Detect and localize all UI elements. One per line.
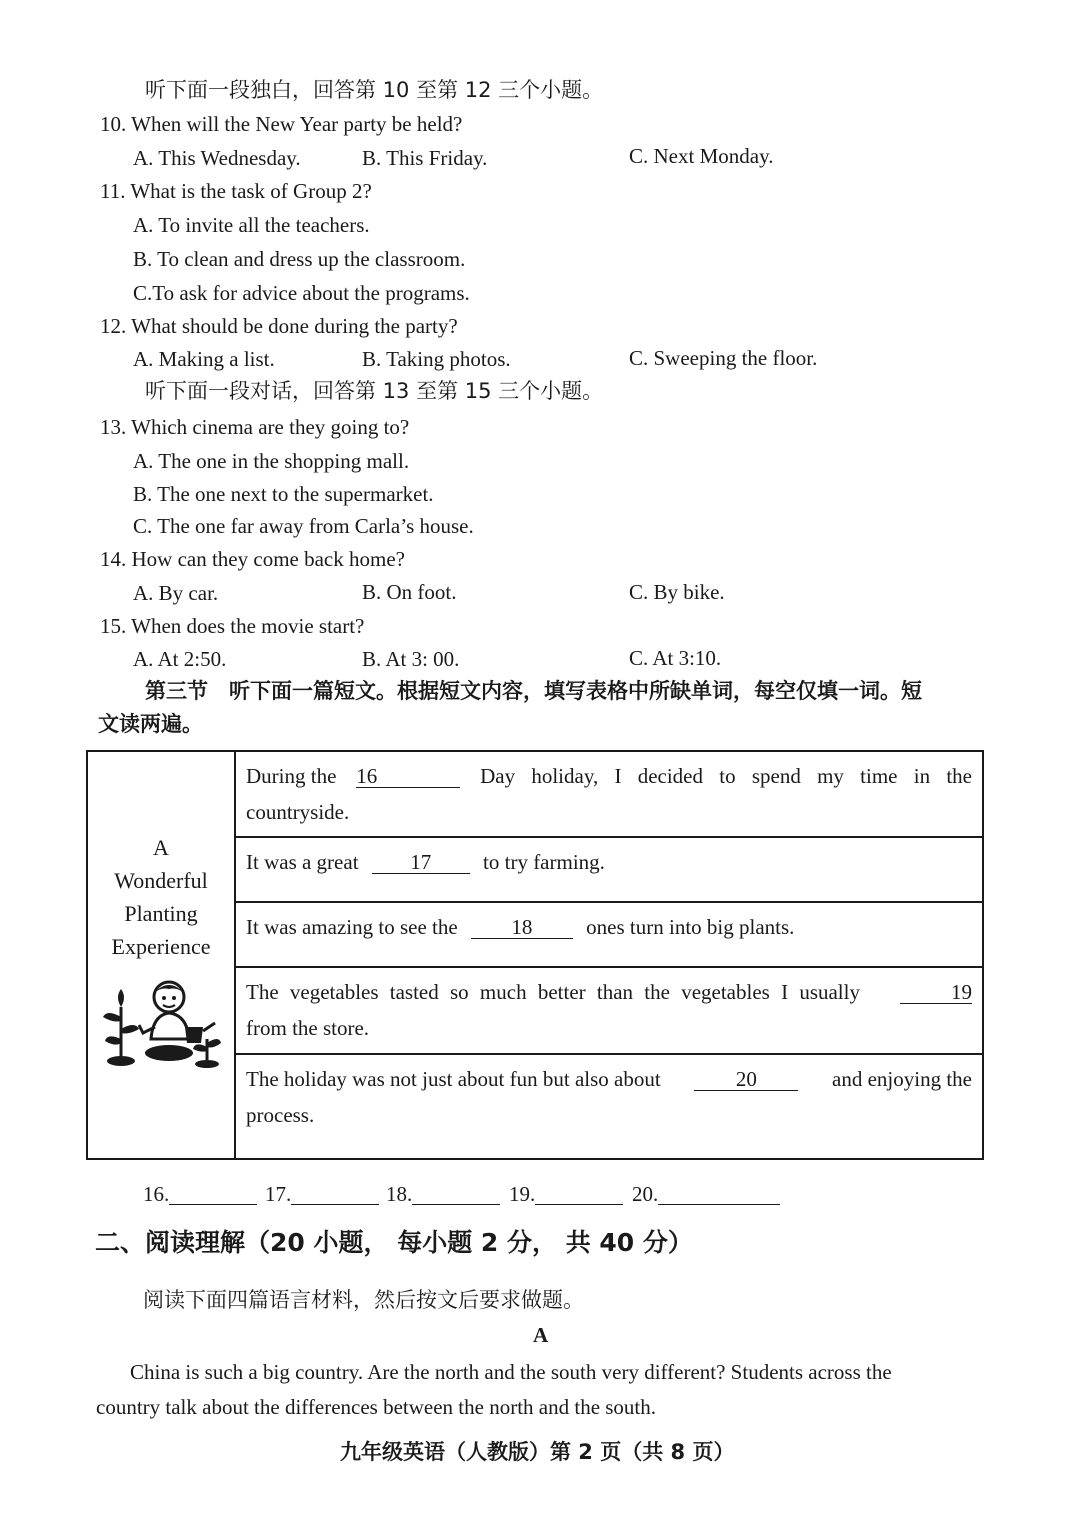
page-footer: 九年级英语（人教版）第 2 页（共 8 页） xyxy=(340,1440,735,1464)
reading-instruction: 阅读下面四篇语言材料，然后按文后要求做题。 xyxy=(143,1288,584,1312)
question-11-option-a: A. To invite all the teachers. xyxy=(133,213,370,237)
question-11-option-c: C.To ask for advice about the programs. xyxy=(133,281,470,305)
row20-text-continued: process. xyxy=(246,1103,315,1127)
question-15-option-c: C. At 3:10. xyxy=(629,646,722,670)
answer-17-label: 17. xyxy=(265,1182,292,1206)
passage-line-1: China is such a big country. Are the north and the south very different? Students across the xyxy=(130,1360,892,1384)
row20-text-before: The holiday was not just about fun but also about xyxy=(246,1067,661,1091)
question-14-option-b: B. On foot. xyxy=(362,580,457,604)
table-title-planting: Planting xyxy=(124,900,198,926)
blank-20[interactable]: 20 xyxy=(694,1068,798,1091)
question-12-option-c: C. Sweeping the floor. xyxy=(629,346,818,370)
blank-18[interactable]: 18 xyxy=(471,916,573,939)
row16-text-before: During the xyxy=(246,764,337,788)
row18-text-before: It was amazing to see the xyxy=(246,915,458,939)
answer-17[interactable] xyxy=(265,1184,379,1205)
question-12-stem: 12. What should be done during the party? xyxy=(100,314,458,338)
question-13-stem: 13. Which cinema are they going to? xyxy=(100,415,410,439)
table-row-17 xyxy=(235,837,983,902)
answer-16[interactable] xyxy=(143,1184,257,1205)
row16-text-continued: countryside. xyxy=(246,800,350,824)
row19-text-continued: from the store. xyxy=(246,1016,370,1040)
answer-19[interactable] xyxy=(509,1184,623,1205)
row17-text-before: It was a great xyxy=(246,850,359,874)
question-12-option-b: B. Taking photos. xyxy=(362,347,511,371)
blank-16[interactable]: 16 xyxy=(356,765,460,788)
passage-label: A xyxy=(533,1323,549,1347)
answer-18[interactable] xyxy=(386,1184,500,1205)
row16-text-after: Day holiday, I decided to spend my time in the xyxy=(480,764,972,788)
blank-19[interactable]: 19 xyxy=(900,981,972,1004)
table-title-a: A xyxy=(153,834,169,860)
answer-16-label: 16. xyxy=(143,1182,170,1206)
row20-text-after: and enjoying the xyxy=(832,1067,972,1091)
table-row-16 xyxy=(235,751,983,837)
table-row-20 xyxy=(235,1054,983,1159)
row19-text-before: The vegetables tasted so much better than the vegetables I usually xyxy=(246,980,860,1004)
section-intro-monologue: 听下面一段独白，回答第 10 至第 12 三个小题。 xyxy=(145,78,604,102)
question-11-stem: 11. What is the task of Group 2? xyxy=(100,179,372,203)
question-13-option-b: B. The one next to the supermarket. xyxy=(133,482,434,506)
passage-line-2: country talk about the differences between the north and the south. xyxy=(96,1395,657,1419)
row17-text-after: to try farming. xyxy=(483,850,605,874)
question-13-option-a: A. The one in the shopping mall. xyxy=(133,449,410,473)
question-14-option-a: A. By car. xyxy=(133,581,219,605)
table-title-wonderful: Wonderful xyxy=(114,867,208,893)
answer-20[interactable] xyxy=(632,1184,780,1205)
blank-17[interactable]: 17 xyxy=(372,851,470,874)
question-10-option-a: A. This Wednesday. xyxy=(133,146,301,170)
question-14-stem: 14. How can they come back home? xyxy=(100,547,405,571)
question-10-stem: 10. When will the New Year party be held? xyxy=(100,112,463,136)
question-10-option-c: C. Next Monday. xyxy=(629,144,774,168)
part3-instruction-line2: 文读两遍。 xyxy=(98,712,203,736)
answer-20-label: 20. xyxy=(632,1182,659,1206)
table-row-19 xyxy=(235,967,983,1054)
question-11-option-b: B. To clean and dress up the classroom. xyxy=(133,247,466,271)
answer-18-label: 18. xyxy=(386,1182,413,1206)
question-15-option-b: B. At 3: 00. xyxy=(362,647,460,671)
table-title-experience: Experience xyxy=(111,933,211,959)
table-row-18 xyxy=(235,902,983,967)
part3-instruction-line1: 第三节 听下面一篇短文。根据短文内容，填写表格中所缺单词，每空仅填一词。短 xyxy=(145,679,922,703)
question-15-option-a: A. At 2:50. xyxy=(133,647,227,671)
row18-text-after: ones turn into big plants. xyxy=(586,915,795,939)
fill-in-table xyxy=(86,750,984,1160)
section-intro-dialogue: 听下面一段对话，回答第 13 至第 15 三个小题。 xyxy=(145,379,604,403)
reading-section-heading: 二、阅读理解（20 小题， 每小题 2 分， 共 40 分） xyxy=(95,1228,693,1257)
question-13-option-c: C. The one far away from Carla’s house. xyxy=(133,514,474,538)
question-14-option-c: C. By bike. xyxy=(629,580,725,604)
gardening-boy-illustration xyxy=(99,977,223,1069)
answer-19-label: 19. xyxy=(509,1182,536,1206)
table-title-cell xyxy=(87,751,235,1159)
question-15-stem: 15. When does the movie start? xyxy=(100,614,365,638)
question-10-option-b: B. This Friday. xyxy=(362,146,488,170)
question-12-option-a: A. Making a list. xyxy=(133,347,275,371)
